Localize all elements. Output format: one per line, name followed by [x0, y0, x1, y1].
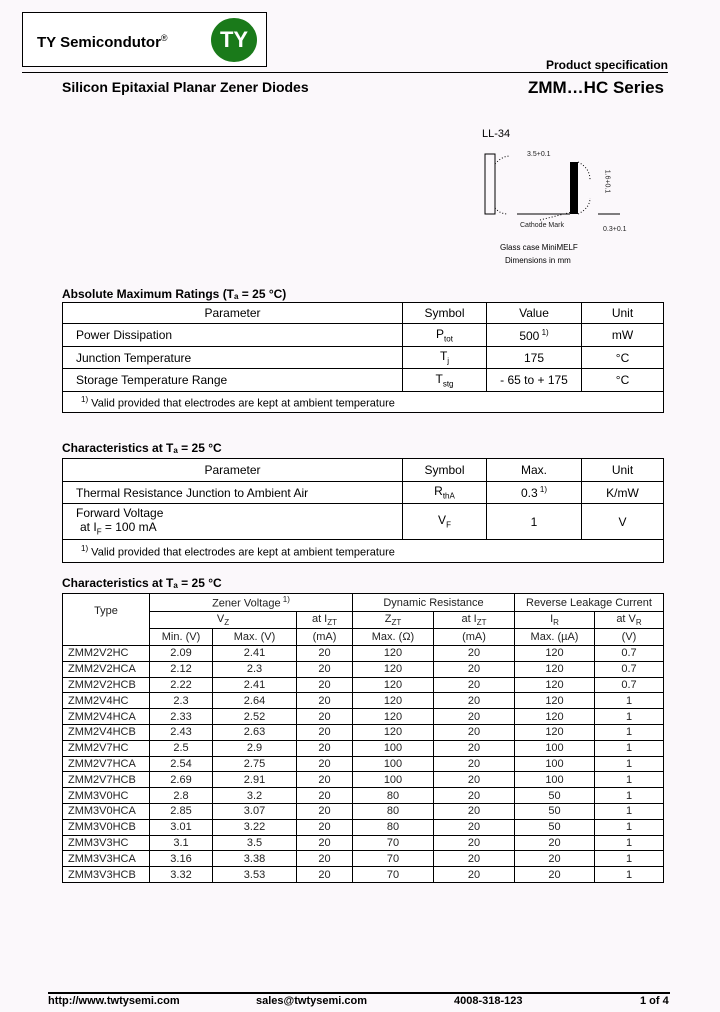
value-cell: 120 — [353, 646, 434, 662]
value-cell: 1 — [595, 772, 664, 788]
type-cell: ZMM2V7HCB — [63, 772, 150, 788]
header-parameter: Parameter — [63, 303, 403, 324]
type-cell: ZMM3V0HC — [63, 788, 150, 804]
table-row — [63, 803, 664, 819]
footer-phone: 4008-318-123 — [454, 995, 523, 1007]
value-cell: 120 — [353, 724, 434, 740]
value-cell: 20 — [434, 803, 515, 819]
table-row — [63, 724, 664, 740]
value-cell: 100 — [515, 772, 595, 788]
value-cell: 50 — [515, 819, 595, 835]
cathode-mark-label: Cathode Mark — [520, 222, 564, 229]
table-row — [63, 740, 664, 756]
type-cell: ZMM2V2HCA — [63, 661, 150, 677]
value-cell: 20 — [434, 835, 515, 851]
value-cell: 120 — [515, 709, 595, 725]
value-cell: 3.07 — [213, 803, 297, 819]
table-row: Power Dissipation $P_{tot}$ 500 $^{1)}$ mW — [63, 324, 664, 347]
value-cell: 120 — [515, 693, 595, 709]
header-type: Type — [63, 594, 150, 629]
footnote: $^{1)}$ Valid provided that electrodes are kept at ambient temperature — [63, 392, 664, 413]
value-cell: 20 — [434, 788, 515, 804]
header-divider — [22, 72, 668, 73]
value-cell: 20 — [434, 709, 515, 725]
value-cell: 3.01 — [150, 819, 213, 835]
page-number: 1 of 4 — [640, 995, 669, 1007]
type-cell: ZMM2V7HC — [63, 740, 150, 756]
value-cell: 80 — [353, 803, 434, 819]
value-cell: 120 — [353, 661, 434, 677]
value-cell: 20 — [297, 788, 353, 804]
value-cell: 1 — [595, 709, 664, 725]
value-cell: 2.3 — [213, 661, 297, 677]
header-dynamic-resistance: Dynamic Resistance — [353, 594, 515, 612]
table-row — [63, 851, 664, 867]
value-cell: 120 — [515, 724, 595, 740]
value-cell: 20 — [434, 646, 515, 662]
value-cell: 20 — [515, 835, 595, 851]
value-cell: 1 — [595, 756, 664, 772]
header-reverse-leakage: Reverse Leakage Current — [515, 594, 664, 612]
abs-max-title: Absolute Maximum Ratings ($T_a = 25$ °C) — [62, 287, 287, 301]
dim-length: 3.5+0.1 — [527, 151, 551, 158]
header-parameter: Parameter — [63, 459, 403, 482]
value-cell: 20 — [434, 677, 515, 693]
value-cell: 20 — [434, 756, 515, 772]
logo-mark: TY — [211, 18, 257, 62]
value-cell: 3.38 — [213, 851, 297, 867]
footer-divider — [48, 992, 670, 994]
value-cell: 20 — [434, 724, 515, 740]
value-cell: 100 — [353, 756, 434, 772]
value-cell: 20 — [297, 867, 353, 883]
value-cell: 2.64 — [213, 693, 297, 709]
value-cell: 20 — [434, 693, 515, 709]
value-cell: 20 — [297, 835, 353, 851]
value-cell: 50 — [515, 788, 595, 804]
value-cell: 20 — [297, 803, 353, 819]
series-title: ZMM…HC Series — [527, 78, 664, 97]
abs-max-table — [62, 302, 664, 413]
value-cell: 2.69 — [150, 772, 213, 788]
type-cell: ZMM2V2HC — [63, 646, 150, 662]
header-unit: Unit — [582, 303, 664, 324]
value-cell: 80 — [353, 819, 434, 835]
table-row — [63, 788, 664, 804]
table-row: Forward Voltage at $I_F = 100$ mA $V_F$ 1 V — [63, 504, 664, 540]
value-cell: 100 — [515, 740, 595, 756]
header-max: Max. — [487, 459, 582, 482]
value-cell: 20 — [297, 724, 353, 740]
type-cell: ZMM3V0HCA — [63, 803, 150, 819]
value-cell: 1 — [595, 788, 664, 804]
value-cell: 2.91 — [213, 772, 297, 788]
value-cell: 20 — [297, 693, 353, 709]
footer-email[interactable]: sales@twtysemi.com — [256, 995, 367, 1007]
table-row — [63, 867, 664, 883]
value-cell: 20 — [515, 867, 595, 883]
value-cell: 120 — [515, 661, 595, 677]
package-name: LL-34 — [482, 128, 511, 140]
footnote: $^{1)}$ Valid provided that electrodes are kept at ambient temperature — [63, 540, 664, 563]
value-cell: 20 — [434, 819, 515, 835]
table-row: Junction Temperature $T_j$ 175 °C — [63, 347, 664, 369]
value-cell: 2.33 — [150, 709, 213, 725]
dimensions-caption: Dimensions in mm — [505, 256, 571, 265]
value-cell: 1 — [595, 724, 664, 740]
value-cell: 20 — [515, 851, 595, 867]
value-cell: 2.5 — [150, 740, 213, 756]
value-cell: 20 — [297, 646, 353, 662]
value-cell: 20 — [434, 851, 515, 867]
type-cell: ZMM2V4HCA — [63, 709, 150, 725]
value-cell: 70 — [353, 867, 434, 883]
header-value: Value — [487, 303, 582, 324]
table-row — [63, 772, 664, 788]
characteristics-table — [62, 458, 664, 563]
value-cell: 3.32 — [150, 867, 213, 883]
units-row: Min. (V) Max. (V) (mA) Max. (Ω) (mA) Max. (µA) (V) — [63, 629, 664, 646]
table-row — [63, 646, 664, 662]
char1-title: Characteristics at $T_a = 25$ °C — [62, 441, 222, 455]
company-name: TY Semicondutor — [37, 34, 161, 51]
value-cell: 2.85 — [150, 803, 213, 819]
table-row — [63, 835, 664, 851]
value-cell: 100 — [353, 740, 434, 756]
value-cell: 20 — [297, 772, 353, 788]
header-symbol: Symbol — [403, 459, 487, 482]
value-cell: 20 — [297, 756, 353, 772]
value-cell: 0.7 — [595, 661, 664, 677]
value-cell: 2.41 — [213, 677, 297, 693]
footer-url[interactable]: http://www.twtysemi.com — [48, 995, 180, 1007]
value-cell: 1 — [595, 803, 664, 819]
value-cell: 2.3 — [150, 693, 213, 709]
table-row — [63, 709, 664, 725]
value-cell: 2.09 — [150, 646, 213, 662]
value-cell: 2.52 — [213, 709, 297, 725]
header-symbol: Symbol — [403, 303, 487, 324]
value-cell: 20 — [434, 661, 515, 677]
value-cell: 70 — [353, 851, 434, 867]
value-cell: 1 — [595, 867, 664, 883]
value-cell: 1 — [595, 693, 664, 709]
value-cell: 0.7 — [595, 646, 664, 662]
table-row — [63, 756, 664, 772]
table-row: Storage Temperature Range $T_{stg}$ - 65 to + 175 °C — [63, 369, 664, 392]
dim-lead: 0.3+0.1 — [603, 226, 627, 233]
value-cell: 100 — [353, 772, 434, 788]
value-cell: 1 — [595, 835, 664, 851]
value-cell: 20 — [297, 851, 353, 867]
table-row: Thermal Resistance Junction to Ambient Air $R_{thA}$ 0.3 $^{1)}$ K/mW — [63, 482, 664, 504]
value-cell: 2.75 — [213, 756, 297, 772]
value-cell: 80 — [353, 788, 434, 804]
type-cell: ZMM2V4HC — [63, 693, 150, 709]
value-cell: 1 — [595, 851, 664, 867]
value-cell: 20 — [297, 709, 353, 725]
value-cell: 1 — [595, 819, 664, 835]
dim-diameter: 1.6+0.1 — [603, 169, 611, 194]
value-cell: 20 — [297, 677, 353, 693]
type-cell: ZMM3V3HCB — [63, 867, 150, 883]
value-cell: 120 — [353, 709, 434, 725]
value-cell: 2.54 — [150, 756, 213, 772]
header-unit: Unit — [582, 459, 664, 482]
value-cell: 120 — [515, 646, 595, 662]
value-cell: 20 — [434, 772, 515, 788]
value-cell: 3.16 — [150, 851, 213, 867]
table-row — [63, 661, 664, 677]
type-cell: ZMM2V7HCA — [63, 756, 150, 772]
table-row — [63, 819, 664, 835]
value-cell: 3.2 — [213, 788, 297, 804]
value-cell: 20 — [297, 819, 353, 835]
table-row — [63, 693, 664, 709]
registered-mark: ® — [160, 33, 168, 43]
value-cell: 3.53 — [213, 867, 297, 883]
type-cell: ZMM3V0HCB — [63, 819, 150, 835]
value-cell: 3.5 — [213, 835, 297, 851]
value-cell: 2.8 — [150, 788, 213, 804]
value-cell: 2.22 — [150, 677, 213, 693]
value-cell: 20 — [297, 740, 353, 756]
value-cell: 50 — [515, 803, 595, 819]
document-subtitle: Silicon Epitaxial Planar Zener Diodes — [62, 79, 309, 95]
char2-title: Characteristics at $T_a = 25$ °C — [62, 576, 222, 590]
value-cell: 2.43 — [150, 724, 213, 740]
company-logo — [22, 12, 267, 67]
value-cell: 1 — [595, 740, 664, 756]
value-cell: 20 — [434, 740, 515, 756]
zener-characteristics-table: Type Zener Voltage $^{1)}$ Dynamic Resistance Reverse Leakage Current $V_Z$ at $I_{ZT}$ $Z_{ZT}$ at $I_{ZT}$ $I_R$ at $V_R$ Min. (V) Max. (V) (mA) Max. (Ω) (mA) Max. (µA) (V) ZMM2V2HC 2.09 2.41 20 120 20 120 0.7 ZMM2V2HCA 2.12 2.3 20 120 20 120 0.7 ZMM2V2HCB 2.22 2.41 20 120 20 120 0.7 ZMM2V4HC 2.3 2.64 20 120 20 120 1 ZMM2V4HCA 2.33 2.52 20 120 20 120 1 ZMM2V4HCB 2.43 2.63 20 120 20 120 1 ZMM2V7HC 2.5 2.9 20 100 20 100 1 ZMM2V7HCA 2.54 2.75 20 100 20 100 1 ZMM2V7HCB 2.69 2.91 20 100 20 100 1 ZMM3V0HC 2.8 3.2 20 80 20 50 1 ZMM3V0HCA 2.85 3.07 20 80 20 50 1 ZMM3V0HCB 3.01 3.22 20 80 20 50 1 ZMM3V3HC 3.1 3.5 20 70 20 20 1 ZMM3V3HCA 3.16 3.38 20 70 20 20 1 ZMM3V3HCB 3.32 3.53 20 70 20 20 1 — [62, 593, 664, 883]
value-cell: 120 — [515, 677, 595, 693]
table-row — [63, 677, 664, 693]
value-cell: 120 — [353, 677, 434, 693]
value-cell: 70 — [353, 835, 434, 851]
type-cell: ZMM3V3HCA — [63, 851, 150, 867]
value-cell: 20 — [297, 661, 353, 677]
product-specification-label: Product specification — [545, 58, 668, 72]
value-cell: 0.7 — [595, 677, 664, 693]
value-cell: 3.22 — [213, 819, 297, 835]
value-cell: 20 — [434, 867, 515, 883]
value-cell: 3.1 — [150, 835, 213, 851]
value-cell: 2.41 — [213, 646, 297, 662]
value-cell: 2.63 — [213, 724, 297, 740]
type-cell: ZMM2V2HCB — [63, 677, 150, 693]
header-zener-voltage: Zener Voltage $^{1)}$ — [150, 594, 353, 612]
type-cell: ZMM3V3HC — [63, 835, 150, 851]
type-cell: ZMM2V4HCB — [63, 724, 150, 740]
value-cell: 100 — [515, 756, 595, 772]
value-cell: 2.9 — [213, 740, 297, 756]
value-cell: 120 — [353, 693, 434, 709]
package-caption: Glass case MiniMELF — [500, 243, 578, 252]
value-cell: 2.12 — [150, 661, 213, 677]
